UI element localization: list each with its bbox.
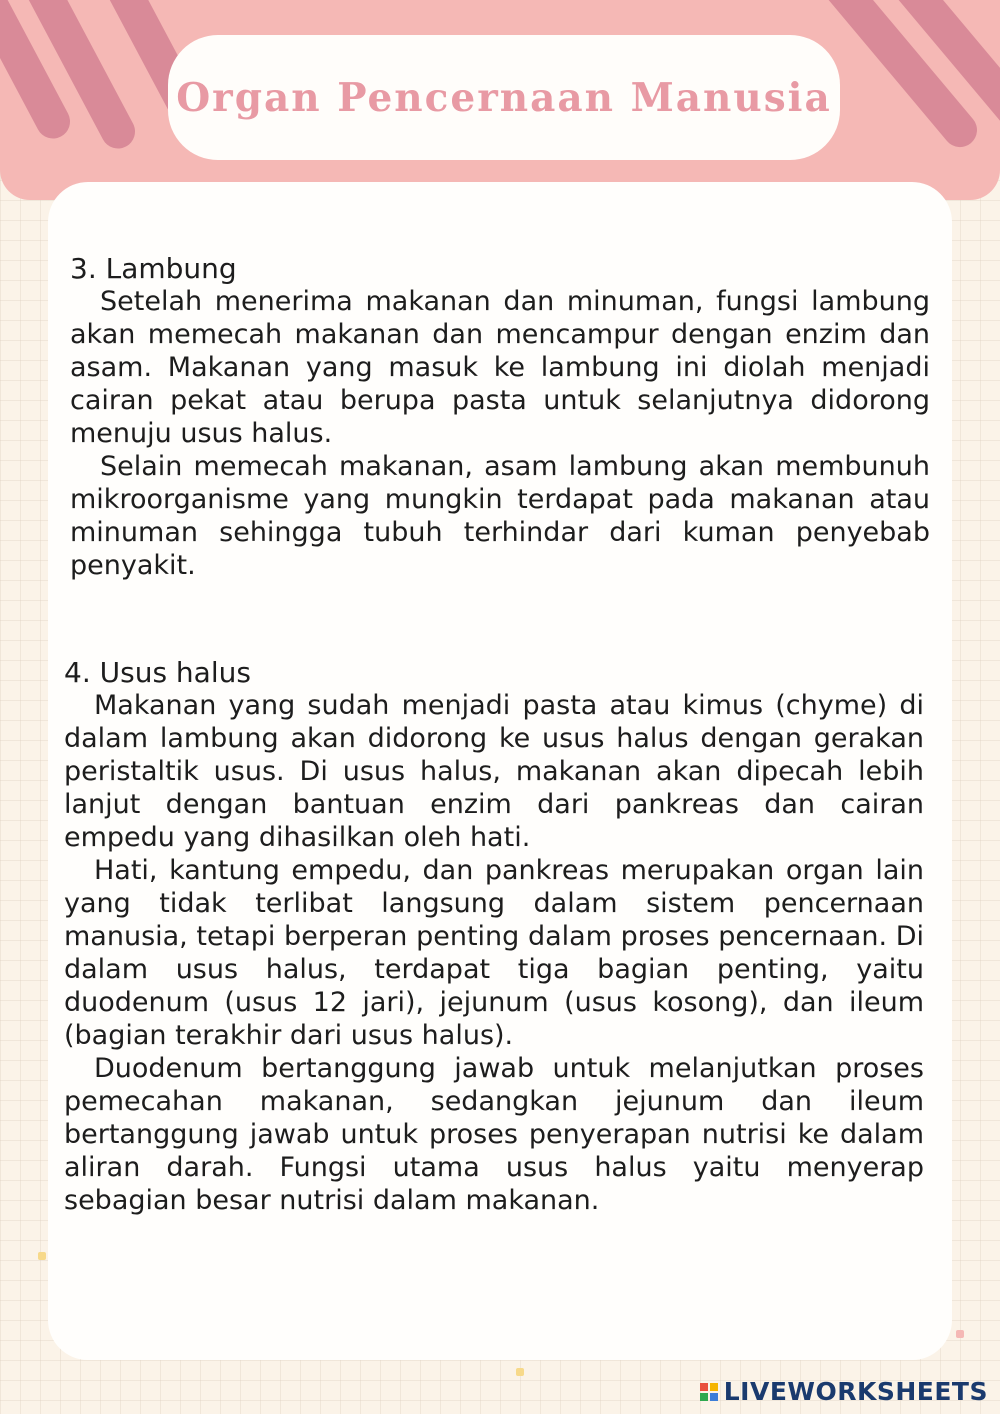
brand-name: LIVEWORKSHEETS [723,1377,988,1406]
page-title: Organ Pencernaan Manusia [176,74,832,121]
section-heading: 3. Lambung [70,252,237,285]
liveworksheets-footer [700,1377,988,1406]
section-paragraph: Setelah menerima makanan dan minuman, fungsi lambung akan memecah makanan dan mencampur dengan enzim dan asam. Makanan yang masuk ke lambung ini diolah menjadi cairan pekat atau berupa pasta untuk selanjutnya didorong menuju usus halus. [70,286,930,449]
title-banner [168,35,840,160]
section-paragraph: Hati, kantung empedu, dan pankreas merupakan organ lain yang tidak terlibat langsung dalam sistem pencernaan manusia, tetapi berperan penting dalam proses pencernaan. Di dalam usus halus, terdapat tiga bagian penting, yaitu duodenum (usus 12 jari), jejunum (usus kosong), dan ileum (bagian terakhir dari usus halus). [64,855,924,1051]
section-paragraph: Duodenum bertanggung jawab untuk melanjutkan proses pemecahan makanan, sedangkan jejunum dan ileum bertanggung jawab untuk proses penyerapan nutrisi ke dalam aliran darah. Fungsi utama usus halus yaitu menyerap sebagian besar nutrisi dalam makanan. [64,1053,924,1216]
decor-dot [956,1330,964,1338]
section-paragraph: Makanan yang sudah menjadi pasta atau kimus (chyme) di dalam lambung akan didorong ke usus halus dengan gerakan peristaltik usus. Di usus halus, makanan akan dipecah lebih lanjut dengan bantuan enzim dari pankreas dan cairan empedu yang dihasilkan oleh hati. [64,690,924,853]
section-lambung [70,252,930,582]
section-usus-halus [64,656,924,1217]
decor-dot [516,1368,524,1376]
decor-dot [38,1252,46,1260]
section-paragraph: Selain memecah makanan, asam lambung akan membunuh mikroorganisme yang mungkin terdapat pada makanan atau minuman sehingga tubuh terhindar dari kuman penyebab penyakit. [70,451,930,581]
liveworksheets-logo-icon [700,1383,718,1401]
section-heading: 4. Usus halus [64,656,251,689]
